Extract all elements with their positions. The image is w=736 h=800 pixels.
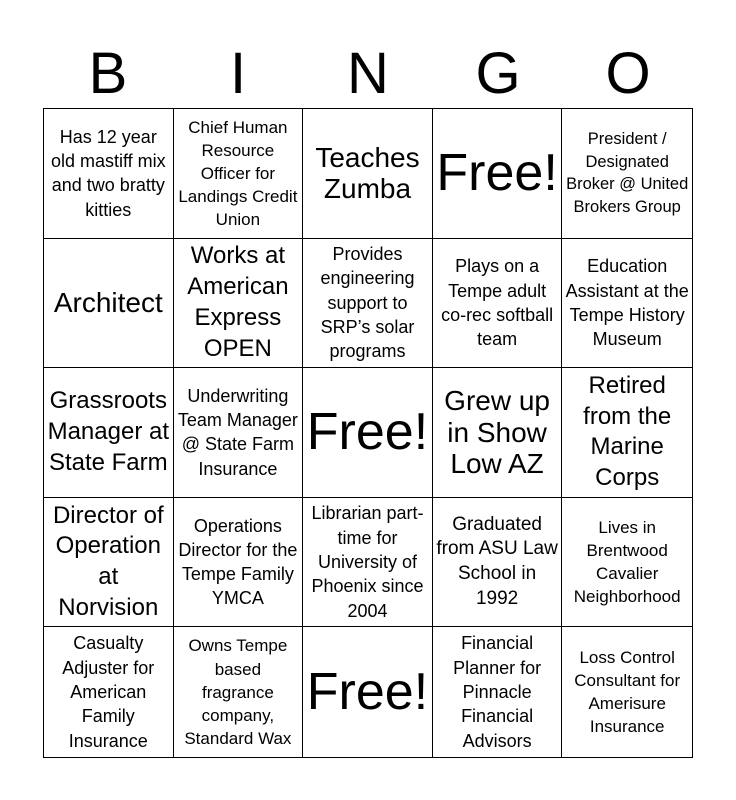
bingo-cell[interactable] <box>433 498 563 628</box>
cell-text: Director of Operation at Norvision <box>52 501 164 621</box>
cell-text: Chief Human Resource Officer for Landings Credit Union <box>178 117 298 229</box>
free-space-cell[interactable] <box>303 627 433 757</box>
header-letter-o: O <box>605 41 651 106</box>
header-letter-n: N <box>347 41 389 106</box>
cell-text: Lives in Brentwood Cavalier Neighborhood <box>573 517 681 607</box>
bingo-cell[interactable] <box>44 368 174 498</box>
header-letter-i: I <box>229 41 247 106</box>
bingo-cell[interactable] <box>174 239 304 369</box>
cell-text: Works at American Express OPEN <box>187 242 289 362</box>
cell-text: Architect <box>53 287 163 319</box>
cell-text: Graduated from ASU Law School in 1992 <box>436 513 558 609</box>
free-space-text: Free! <box>306 402 429 461</box>
free-space-cell[interactable] <box>433 109 563 239</box>
bingo-cell[interactable] <box>562 368 692 498</box>
bingo-cell[interactable] <box>562 627 692 757</box>
bingo-cell[interactable] <box>303 239 433 369</box>
bingo-cell[interactable] <box>174 627 304 757</box>
cell-text: Loss Control Consultant for Amerisure Insurance <box>574 647 681 737</box>
cell-text: Grassroots Manager at State Farm <box>47 387 169 476</box>
free-space-text: Free! <box>436 143 558 202</box>
cell-text: Education Assistant at the Tempe History Museum <box>565 256 689 350</box>
bingo-cell[interactable] <box>44 239 174 369</box>
bingo-cell[interactable] <box>433 368 563 498</box>
header-letter-b: B <box>88 41 128 106</box>
cell-text: Provides engineering support to SRP’s solar programs <box>320 244 415 362</box>
bingo-cell[interactable] <box>44 627 174 757</box>
bingo-cell[interactable] <box>174 498 304 628</box>
bingo-cell[interactable] <box>433 627 563 757</box>
bingo-cell[interactable] <box>562 239 692 369</box>
bingo-cell[interactable] <box>433 239 563 369</box>
bingo-cell[interactable] <box>174 368 304 498</box>
bingo-header <box>43 40 693 108</box>
cell-text: President / Designated Broker @ United Brokers Group <box>566 129 689 217</box>
bingo-cell[interactable] <box>562 498 692 628</box>
cell-text: Grew up in Show Low AZ <box>444 385 550 480</box>
cell-text: Retired from the Marine Corps <box>583 372 672 492</box>
cell-text: Teaches Zumba <box>315 141 420 205</box>
bingo-cell[interactable] <box>44 109 174 239</box>
cell-text: Has 12 year old mastiff mix and two bratty kitties <box>50 126 166 220</box>
bingo-cell[interactable] <box>562 109 692 239</box>
cell-text: Librarian part-time for University of Phoenix since 2004 <box>311 503 424 621</box>
free-space-cell[interactable] <box>303 368 433 498</box>
bingo-cell[interactable] <box>174 109 304 239</box>
header-letter-g: G <box>475 41 521 106</box>
cell-text: Plays on a Tempe adult co-rec softball team <box>441 256 554 350</box>
bingo-cell[interactable] <box>44 498 174 628</box>
cell-text: Owns Tempe based fragrance company, Standard Wax <box>184 636 292 748</box>
bingo-board <box>43 108 693 758</box>
cell-text: Underwriting Team Manager @ State Farm Insurance <box>177 385 298 479</box>
bingo-cell[interactable] <box>303 109 433 239</box>
cell-text: Casualty Adjuster for American Family Insurance <box>62 633 155 751</box>
cell-text: Financial Planner for Pinnacle Financial Advisors <box>453 633 542 751</box>
bingo-cell[interactable] <box>303 498 433 628</box>
cell-text: Operations Director for the Tempe Family YMCA <box>178 515 298 609</box>
free-space-text: Free! <box>306 662 429 721</box>
